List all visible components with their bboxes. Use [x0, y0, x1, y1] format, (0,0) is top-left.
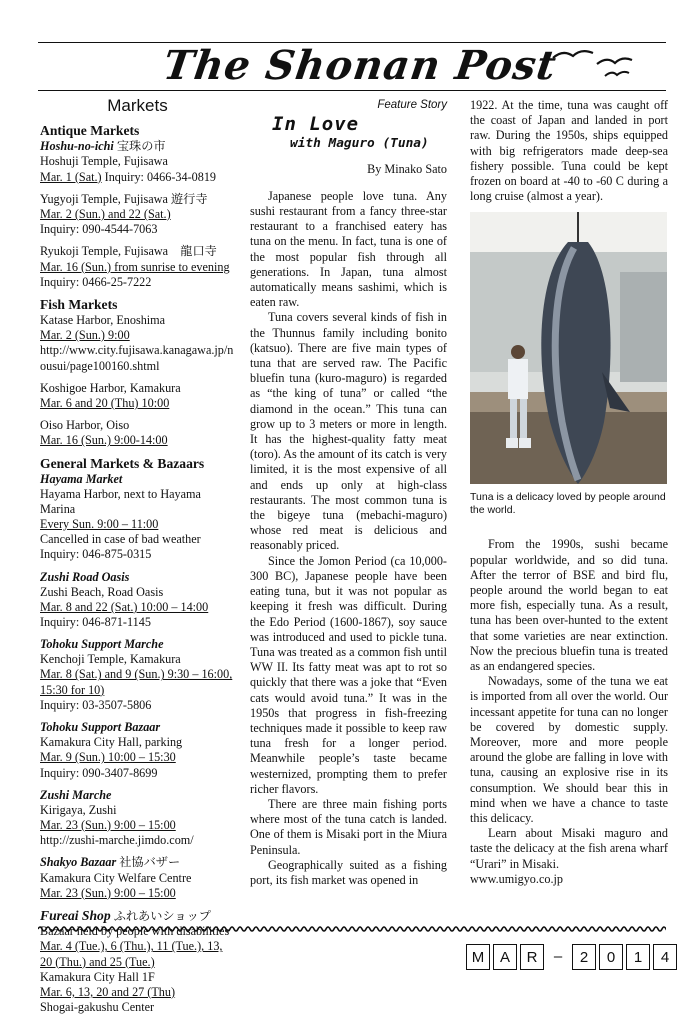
market-note: Cancelled in case of bad weather — [40, 532, 201, 547]
venue-location: Kamakura City Hall 1F — [40, 969, 155, 984]
venue-location: Zushi Beach, Road Oasis — [40, 584, 164, 599]
article-paragraph: Since the Jomon Period (ca 10,000-300 BC), Japanese people have been eating tuna, but it was not popular as keeping it fresh was difficult. During the Edo Period (1600-1867), soy sauce was introduced and used to pickle tuna. Tuna was treated as a common fish until WW II. Its fatty meat was apt to rot so quickly that there was a joke that “Even cats would avoid tuna.” It was in the 1950s that progress in fish-freezing techniques made it possible to keep raw tuna fresh for a longer period. Meanwhile people’s taste became westernized, prompting them to prefer richer flavors. — [250, 553, 447, 796]
market-entry — [40, 637, 235, 713]
date-char-box: 4 — [653, 944, 677, 970]
market-date: Every Sun. 9:00 – 11:00 — [40, 517, 159, 532]
venue-name: Fureai Shop — [40, 907, 111, 923]
market-inquiry: Inquiry: 03-3507-5806 — [40, 697, 152, 712]
market-entry — [40, 855, 235, 901]
market-inquiry: Inquiry: 090-3407-8699 — [40, 765, 158, 780]
date-char-box: R — [520, 944, 544, 970]
date-char-box: A — [493, 944, 517, 970]
market-date: Mar. 4 (Tue.), 6 (Thu.), 11 (Tue.), 13, 20 (Thu.) and 25 (Tue.) — [40, 939, 223, 969]
article-paragraph: Geographically suited as a fishing port, its fish market was opened in — [250, 857, 447, 887]
venue-name: Tohoku Support Marche — [40, 637, 164, 652]
market-entry — [40, 192, 235, 238]
photo-caption: Tuna is a delicacy loved by people around the world. — [470, 491, 666, 517]
venue-name: Hoshu-no-ichi — [40, 139, 114, 154]
market-date: Mar. 16 (Sun.) from sunrise to evening — [40, 259, 230, 274]
market-link[interactable]: http://www.city.fujisawa.kanagawa.jp/nousui/page100160.shtml — [40, 343, 234, 373]
seagulls-icon — [545, 44, 645, 82]
feature-column — [250, 98, 447, 888]
venue-location: Oiso Harbor, Oiso — [40, 418, 130, 433]
date-separator: – — [553, 947, 563, 965]
venue-name-jp: 宝珠の市 — [113, 139, 166, 154]
market-link[interactable]: http://zushi-marche.jimdo.com/ — [40, 833, 194, 848]
article-paragraph: There are three main fishing ports where most of the tuna catch is landed. One of them is Misaki port in the Miura Peninsula. — [250, 796, 447, 857]
venue-location: Kirigaya, Zushi — [40, 802, 117, 817]
article-byline: By Minako Sato — [367, 161, 447, 176]
article-paragraph: Learn about Misaki maguro and taste the delicacy at the fish arena wharf “Urari” in Misaki. — [470, 826, 668, 871]
market-inquiry: Inquiry: 046-871-1145 — [40, 615, 151, 630]
general-markets-heading: General Markets & Bazaars — [40, 455, 205, 471]
venue-location: Hayama Harbor, next to Hayama Marina — [40, 486, 201, 516]
market-inquiry: Inquiry: 0466-25-7222 — [40, 274, 152, 289]
venue-name-jp: 社協バザー — [116, 855, 181, 870]
market-entry — [40, 788, 235, 849]
market-date: Mar. 6 and 20 (Thu) 10:00 — [40, 396, 170, 411]
market-date: Mar. 8 (Sat.) and 9 (Sun.) 9:30 – 16:00, 15:30 for 10) — [40, 667, 233, 697]
market-inquiry: Inquiry: 0466-34-0819 — [101, 169, 217, 184]
markets-column — [40, 98, 235, 1022]
venue-location: Shogai-gakushu Center — [40, 1000, 155, 1015]
market-entry — [40, 313, 235, 374]
venue-name: Zushi Marche — [40, 787, 112, 802]
market-date: Mar. 1 (Sat.) — [40, 169, 102, 184]
venue-location: Kamakura City Hall, parking — [40, 735, 183, 750]
article-paragraph: Tuna covers several kinds of fish in the Thunnus family including bonito (katsuo). There are five main types of tuna that are served raw. The Pacific bluefin tuna (kuro-maguro) is regarded as “the king of tuna” or called “the diamond in the ocean.” This tuna can grow up to 3 meters or more in length. It has the highest-quality fatty meat (toro). As the amount of its catch is very limited, it is the most expensive of all and ends up only at high-class restaurants. The most common tuna is the bigeye tuna (mebachi-maguro) whose red meat is delicious and reasonably priced. — [250, 310, 447, 553]
masthead-title: The Shonan Post — [160, 42, 560, 89]
tuna-photo-illustration — [470, 212, 667, 484]
antique-markets-heading: Antique Markets — [40, 123, 140, 139]
markets-heading: Markets — [107, 96, 168, 115]
market-date: Mar. 23 (Sun.) 9:00 – 15:00 — [40, 885, 176, 900]
market-entry — [40, 472, 235, 563]
venue-name: Shakyo Bazaar — [40, 855, 117, 870]
market-entry — [40, 244, 235, 290]
market-date: Mar. 23 (Sun.) 9:00 – 15:00 — [40, 817, 176, 832]
market-entry — [40, 570, 235, 631]
market-inquiry: Inquiry: 046-875-0315 — [40, 547, 152, 562]
date-char-box: 1 — [626, 944, 650, 970]
article-paragraph: Japanese people love tuna. Any sushi restaurant from a fancy three-star restaurant to a franchised eatery has tuna on the menu. In fact, tuna is one of the most popular fish through all generations. In Japan, tuna almost automatically means sashimi, which is eaten raw. — [250, 188, 447, 310]
article-subtitle: with Maguro (Tuna) — [290, 136, 429, 152]
article-title: In Love — [272, 113, 360, 136]
market-entry — [40, 418, 235, 448]
market-date: Mar. 9 (Sun.) 10:00 – 15:30 — [40, 750, 176, 765]
venue-description: Bazaar held by people with disabilities — [40, 924, 230, 939]
website-link[interactable]: www.umigyo.co.jp — [470, 871, 563, 886]
date-char-box: M — [466, 944, 490, 970]
tuna-photo — [470, 212, 667, 484]
venue-location: Kamakura City Welfare Centre — [40, 870, 192, 885]
market-date: Mar. 8 and 22 (Sat.) 10:00 – 14:00 — [40, 599, 209, 614]
fish-markets-heading: Fish Markets — [40, 297, 118, 313]
market-date: Mar. 16 (Sun.) 9:00-14:00 — [40, 433, 168, 448]
venue-location: Katase Harbor, Enoshima — [40, 313, 166, 328]
market-entry — [40, 720, 235, 781]
market-entry — [40, 139, 235, 185]
market-date: Mar. 2 (Sun.) and 22 (Sat.) — [40, 207, 171, 222]
date-char-box: 2 — [572, 944, 596, 970]
masthead-bottom-rule — [38, 90, 666, 91]
venue-location: Ryukoji Temple, Fujisawa 龍口寺 — [40, 244, 217, 259]
article-paragraph: Nowadays, some of the tuna we eat is imported from all over the world. Our incessant appetite for tuna can no longer be covered by domestic supply. Moreover, more and more people around the globe are falling in love with tuna, causing an explosive rise in its consumption. We should bear this in mind when we have a chance to taste this delicacy. — [470, 674, 668, 826]
market-inquiry: Inquiry: 090-4544-7063 — [40, 222, 158, 237]
market-date: Mar. 2 (Sun.) 9:00 — [40, 328, 130, 343]
venue-location: Koshigoe Harbor, Kamakura — [40, 380, 181, 395]
footer-wave-divider — [38, 924, 666, 934]
venue-location: Hoshuji Temple, Fujisawa — [40, 154, 168, 169]
feature-story-label: Feature Story — [377, 99, 447, 111]
venue-name: Zushi Road Oasis — [40, 569, 130, 584]
market-entry — [40, 381, 235, 411]
venue-name-jp: ふれあいショップ — [110, 908, 211, 923]
feature-column-continued — [470, 98, 668, 887]
article-paragraph: From the 1990s, sushi became popular worldwide, and so did tuna. After the terror of BSE and bird flu, people around the world began to eat more fish, especially tuna. As a result, tuna has been over-hunted to the extent that some varieties are near extinction. Now the precious bluefin tuna is treated as an endangered species. — [470, 537, 668, 674]
venue-name: Tohoku Support Bazaar — [40, 720, 161, 735]
venue-name: Hayama Market — [40, 471, 123, 486]
article-paragraph: 1922. At the time, tuna was caught off the coast of Japan and landed in port raw. During the 1950s, ships equipped with big refrigerators made deep-sea fishery possible. Tuna could be kept frozen on board at -40 to -60 C during a long cruise (almost a year). — [470, 98, 668, 204]
venue-location: Kenchoji Temple, Kamakura — [40, 652, 181, 667]
issue-date-boxes — [466, 944, 680, 970]
market-date: Mar. 6, 13, 20 and 27 (Thu) — [40, 984, 176, 999]
date-char-box: 0 — [599, 944, 623, 970]
venue-location: Yugyoji Temple, Fujisawa 遊行寺 — [40, 191, 208, 206]
